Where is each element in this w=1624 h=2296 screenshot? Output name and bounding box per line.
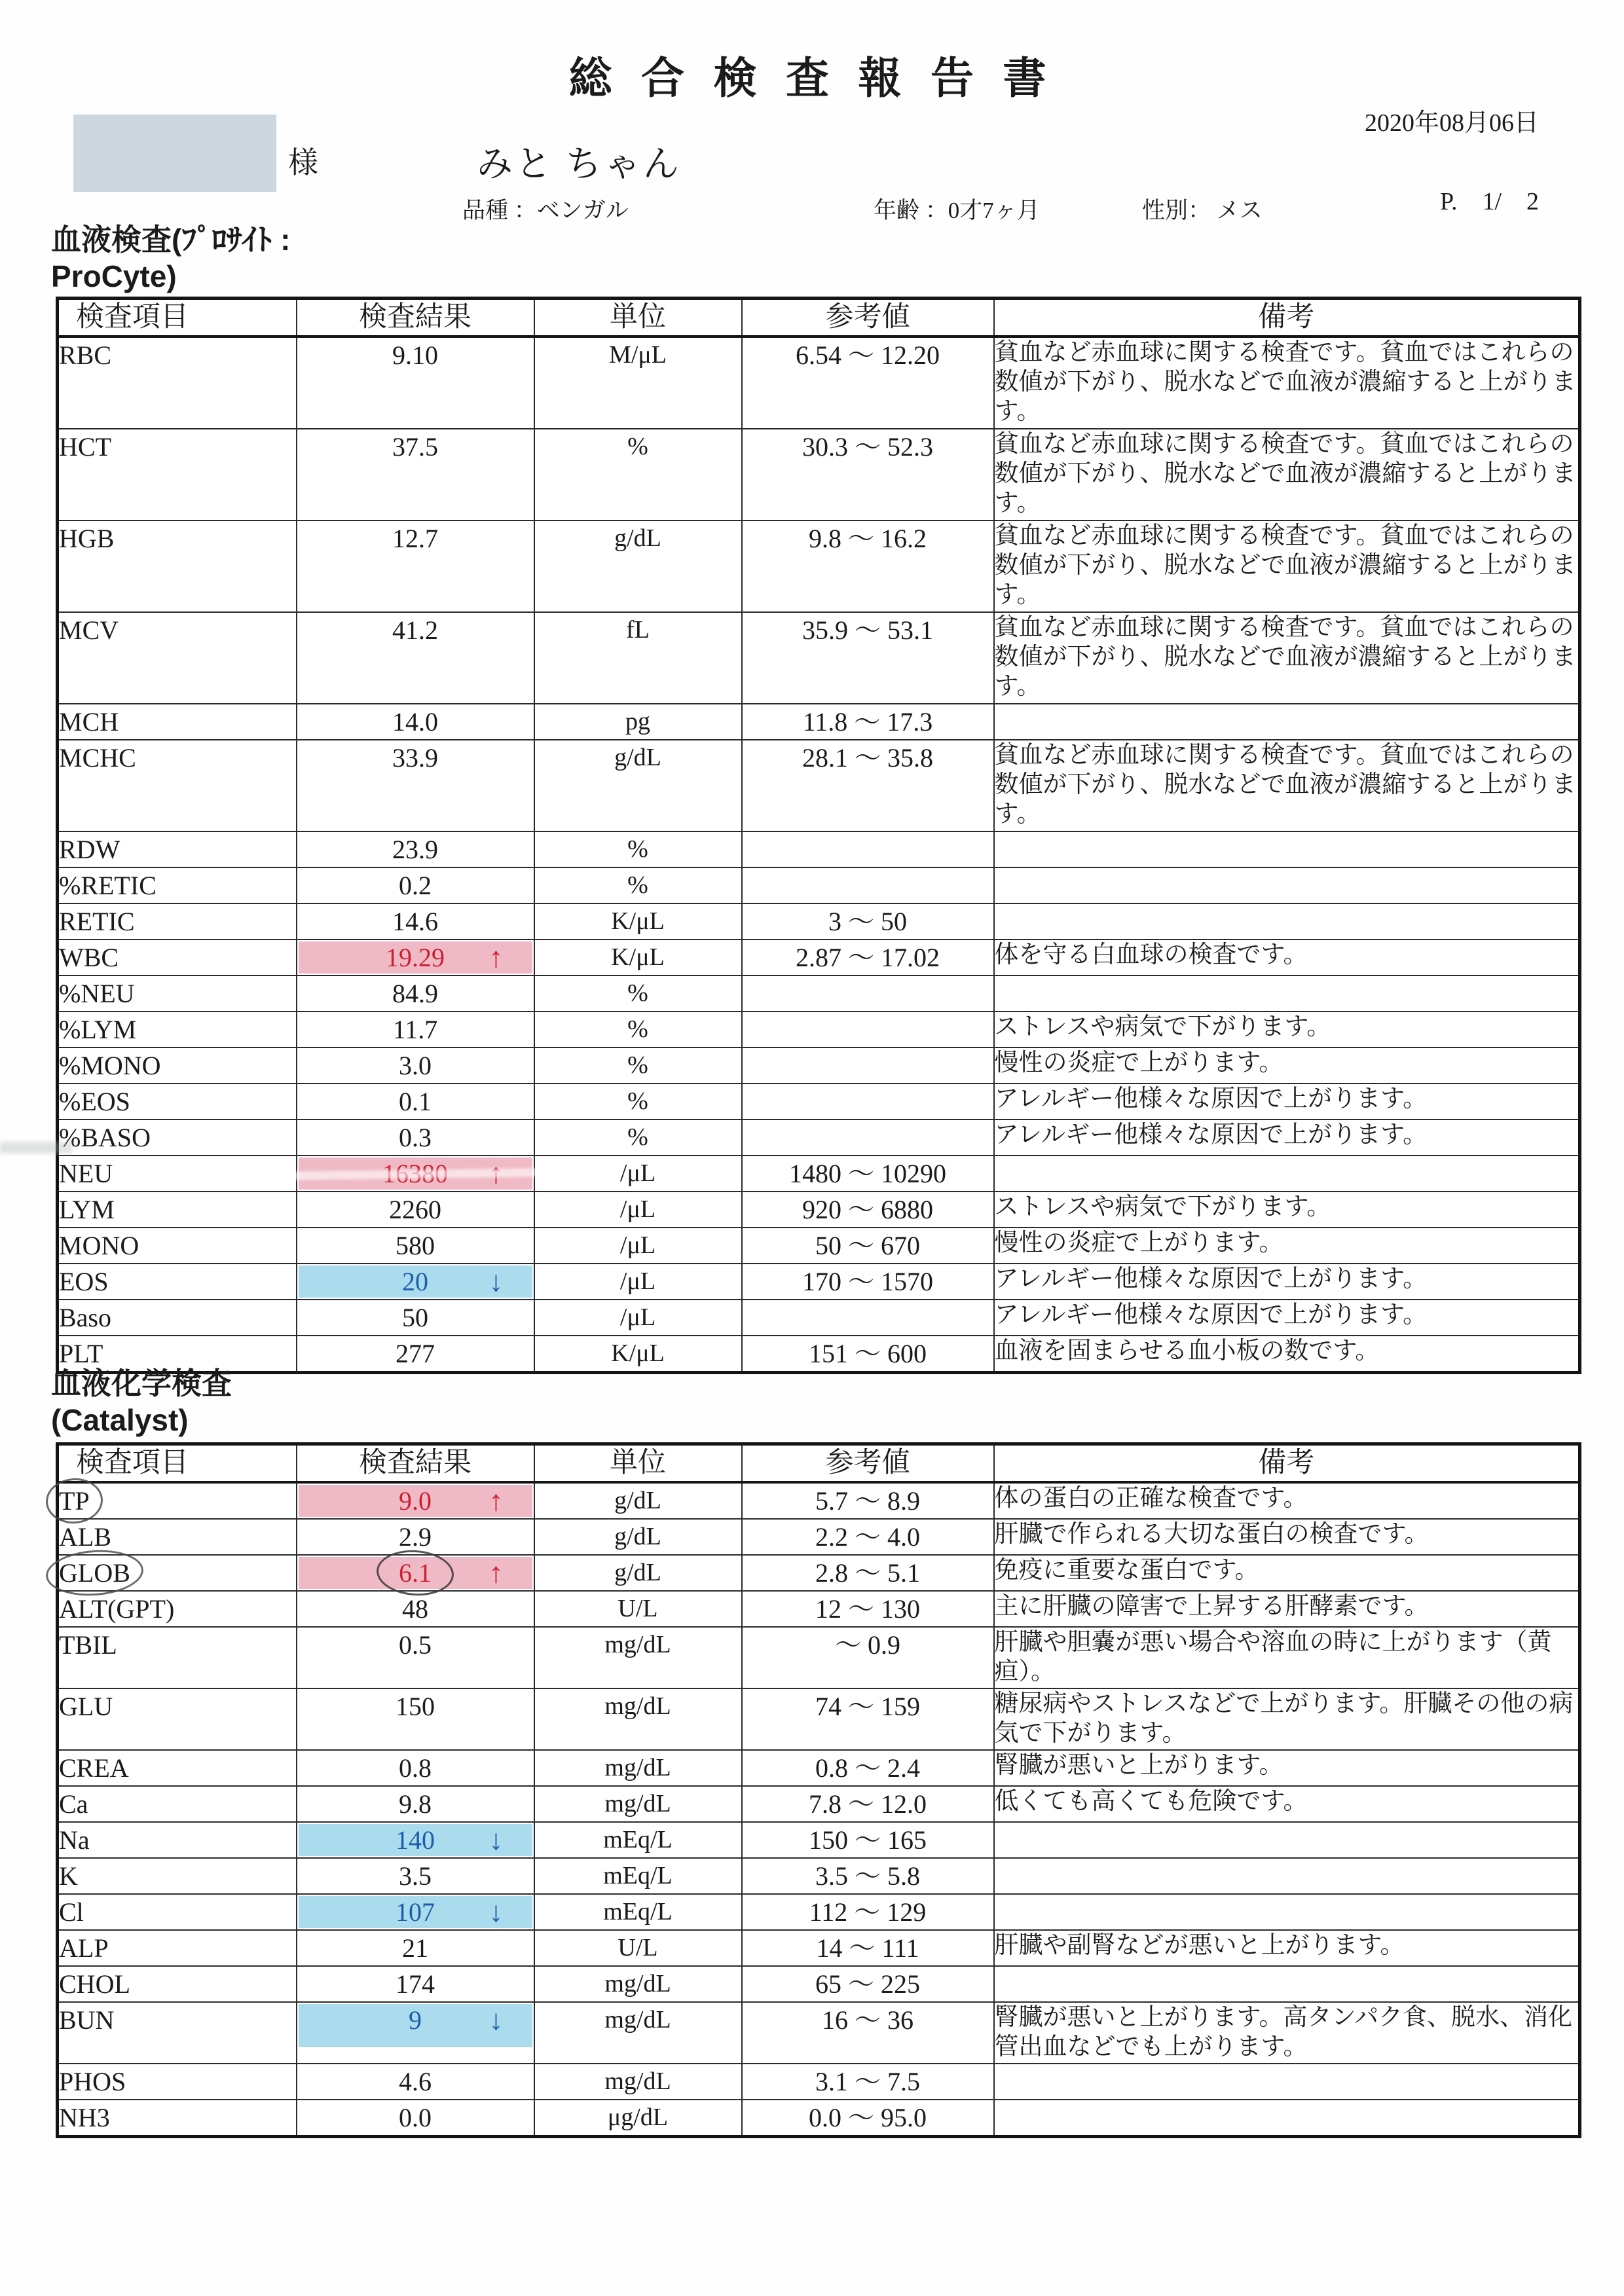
- result-value: 150: [396, 1692, 435, 1721]
- test-item-label: RBC: [58, 337, 297, 429]
- reference-range-cell: 30.3 ～ 52.3: [742, 429, 994, 520]
- result-value: 9.10: [392, 340, 438, 370]
- table-row: [58, 2100, 1580, 2137]
- test-item-label: Na: [58, 1822, 297, 1858]
- up-arrow-icon: ↑: [489, 1485, 504, 1517]
- remark-cell: 肝臓や胆嚢が悪い場合や溶血の時に上がります（黄疸）。: [994, 1627, 1580, 1688]
- unit-cell: %: [534, 1011, 742, 1048]
- reference-range-cell: 1480 ～ 10290: [742, 1156, 994, 1192]
- table-row: [58, 1482, 1580, 1519]
- column-header-unit: 単位: [534, 299, 742, 337]
- table-row: [58, 2002, 1580, 2064]
- result-value-cell: [297, 1591, 534, 1627]
- test-item-label: [58, 1555, 297, 1591]
- column-header-ref: 参考値: [742, 1444, 994, 1483]
- unit-cell: %: [534, 429, 742, 520]
- scan-artifact: [0, 1142, 72, 1154]
- result-value-cell: [297, 1627, 534, 1688]
- test-item-label: MCH: [58, 704, 297, 740]
- column-header-note: 備考: [994, 1444, 1580, 1483]
- reference-range-cell: 3.5 ～ 5.8: [742, 1858, 994, 1894]
- reference-range-cell: 150 ～ 165: [742, 1822, 994, 1858]
- table-row: [58, 1228, 1580, 1264]
- unit-cell: g/dL: [534, 1482, 742, 1519]
- result-value-cell: [297, 1688, 534, 1750]
- header-row: [58, 299, 1580, 337]
- table-row: [58, 1519, 1580, 1555]
- remark-cell: [994, 1894, 1580, 1930]
- remark-cell: 腎臓が悪いと上がります。: [994, 1750, 1580, 1786]
- table-row: [58, 1120, 1580, 1156]
- table-row: [58, 1555, 1580, 1591]
- unit-cell: U/L: [534, 1591, 742, 1627]
- remark-cell: [994, 975, 1580, 1011]
- result-value-cell: [297, 939, 534, 975]
- table-row: [58, 1156, 1580, 1192]
- test-item-label: RETIC: [58, 903, 297, 939]
- up-arrow-icon: ↑: [489, 941, 504, 974]
- result-value-cell: [297, 1858, 534, 1894]
- table-row: [58, 1750, 1580, 1786]
- table-row: [58, 2064, 1580, 2100]
- test-item-label: HCT: [58, 429, 297, 520]
- result-value: 0.0: [399, 2103, 432, 2132]
- test-item-label: ALP: [58, 1930, 297, 1966]
- table-row: [58, 1930, 1580, 1966]
- report-date: 2020年08月06日: [1364, 109, 1539, 137]
- remark-cell: [994, 2100, 1580, 2137]
- test-item-label: MONO: [58, 1228, 297, 1264]
- remark-cell: 貧血など赤血球に関する検査です。貧血ではこれらの数値が下がり、脱水などで血液が濃縮すると上がります。: [994, 520, 1580, 612]
- test-item-label: EOS: [58, 1264, 297, 1300]
- result-value: 9.8: [399, 1789, 432, 1819]
- result-value-cell: [297, 1192, 534, 1228]
- remark-cell: 慢性の炎症で上がります。: [994, 1048, 1580, 1084]
- result-value: 174: [396, 1969, 435, 1999]
- column-header-result: 検査結果: [297, 299, 534, 337]
- table-row: [58, 1894, 1580, 1930]
- sex-field: 性別： メス: [1142, 198, 1263, 223]
- test-item-label: PHOS: [58, 2064, 297, 2100]
- blood-test-table: [56, 297, 1581, 1374]
- test-item-label: %NEU: [58, 975, 297, 1011]
- remark-cell: ストレスや病気で下がります。: [994, 1011, 1580, 1048]
- remark-cell: [994, 867, 1580, 903]
- up-arrow-icon: ↑: [489, 1557, 504, 1589]
- down-arrow-icon: ↓: [489, 1896, 504, 1928]
- unit-cell: K/μL: [534, 1336, 742, 1373]
- reference-range-cell: [742, 1084, 994, 1120]
- result-value: 3.0: [399, 1051, 432, 1080]
- result-value: 277: [396, 1339, 435, 1368]
- result-value: 2.9: [399, 1522, 432, 1552]
- table-row: [58, 1192, 1580, 1228]
- remark-cell: [994, 831, 1580, 867]
- result-value: 9: [409, 2005, 422, 2035]
- result-value: 11.7: [392, 1015, 438, 1044]
- unit-cell: %: [534, 1084, 742, 1120]
- reference-range-cell: 16 ～ 36: [742, 2002, 994, 2064]
- test-item-label: LYM: [58, 1192, 297, 1228]
- unit-cell: /μL: [534, 1228, 742, 1264]
- reference-range-cell: 151 ～ 600: [742, 1336, 994, 1373]
- remark-cell: [994, 903, 1580, 939]
- reference-range-cell: ～ 0.9: [742, 1627, 994, 1688]
- reference-range-cell: 0.8 ～ 2.4: [742, 1750, 994, 1786]
- unit-cell: /μL: [534, 1156, 742, 1192]
- test-item-label: HGB: [58, 520, 297, 612]
- unit-cell: U/L: [534, 1930, 742, 1966]
- reference-range-cell: 2.2 ～ 4.0: [742, 1519, 994, 1555]
- reference-range-cell: 2.8 ～ 5.1: [742, 1555, 994, 1591]
- result-value-cell: [297, 1048, 534, 1084]
- remark-cell: 貧血など赤血球に関する検査です。貧血ではこれらの数値が下がり、脱水などで血液が濃縮すると上がります。: [994, 612, 1580, 704]
- remark-cell: アレルギー他様々な原因で上がります。: [994, 1120, 1580, 1156]
- unit-cell: g/dL: [534, 520, 742, 612]
- remark-cell: 貧血など赤血球に関する検査です。貧血ではこれらの数値が下がり、脱水などで血液が濃縮すると上がります。: [994, 337, 1580, 429]
- result-value-cell: [297, 2064, 534, 2100]
- result-value-cell: [297, 975, 534, 1011]
- remark-cell: 慢性の炎症で上がります。: [994, 1228, 1580, 1264]
- result-value: 9.0: [399, 1486, 432, 1516]
- reference-range-cell: 2.87 ～ 17.02: [742, 939, 994, 975]
- result-value: 0.8: [399, 1753, 432, 1783]
- unit-cell: /μL: [534, 1192, 742, 1228]
- unit-cell: M/μL: [534, 337, 742, 429]
- section-title-procyte: 血液検査(ﾌﾟﾛｻｲﾄ : ProCyte): [51, 223, 291, 293]
- result-value-cell: [297, 1084, 534, 1120]
- result-value-cell: [297, 1555, 534, 1591]
- result-value-cell: [297, 1894, 534, 1930]
- table-row: [58, 831, 1580, 867]
- reference-range-cell: 5.7 ～ 8.9: [742, 1482, 994, 1519]
- reference-range-cell: 170 ～ 1570: [742, 1264, 994, 1300]
- result-value: 50: [402, 1303, 428, 1332]
- test-item-label: Cl: [58, 1894, 297, 1930]
- test-item-label: Ca: [58, 1786, 297, 1822]
- unit-cell: mEq/L: [534, 1822, 742, 1858]
- table-row: [58, 939, 1580, 975]
- result-value-cell: [297, 429, 534, 520]
- remark-cell: 免疫に重要な蛋白です。: [994, 1555, 1580, 1591]
- result-value: 140: [396, 1825, 435, 1855]
- column-header-item: 検査項目: [58, 299, 297, 337]
- unit-cell: %: [534, 975, 742, 1011]
- result-value-cell: [297, 2002, 534, 2064]
- result-value: 0.2: [399, 871, 432, 900]
- result-value: 0.1: [399, 1087, 432, 1116]
- patient-name: みと ちゃん: [477, 144, 682, 184]
- result-value: 12.7: [392, 524, 438, 553]
- result-value-cell: [297, 1336, 534, 1373]
- unit-cell: %: [534, 867, 742, 903]
- pen-circle-mark: TP: [59, 1484, 90, 1518]
- redaction-box: [73, 115, 276, 192]
- reference-range-cell: 6.54 ～ 12.20: [742, 337, 994, 429]
- pen-circle-mark: GLOB: [59, 1556, 130, 1590]
- test-item-label: ALB: [58, 1519, 297, 1555]
- reference-range-cell: 9.8 ～ 16.2: [742, 520, 994, 612]
- table-row: [58, 429, 1580, 520]
- table-row: [58, 704, 1580, 740]
- remark-cell: 腎臓が悪いと上がります。高タンパク食、脱水、消化管出血などでも上がります。: [994, 2002, 1580, 2064]
- result-value-cell: [297, 1011, 534, 1048]
- honorific-label: 様: [288, 146, 318, 179]
- table-row: [58, 1966, 1580, 2002]
- remark-cell: 貧血など赤血球に関する検査です。貧血ではこれらの数値が下がり、脱水などで血液が濃縮すると上がります。: [994, 429, 1580, 520]
- remark-cell: 糖尿病やストレスなどで上がります。肝臓その他の病気で下がります。: [994, 1688, 1580, 1750]
- result-value-cell: [297, 1156, 534, 1192]
- result-value-cell: [297, 1482, 534, 1519]
- result-value: 107: [396, 1897, 435, 1927]
- result-value-cell: [297, 337, 534, 429]
- test-item-label: %RETIC: [58, 867, 297, 903]
- result-value: 23.9: [392, 835, 438, 864]
- header-row: [58, 1444, 1580, 1483]
- result-value: 0.3: [399, 1123, 432, 1152]
- result-value: 21: [402, 1933, 428, 1963]
- blood-chemistry-table: [56, 1442, 1581, 2138]
- test-item-label: WBC: [58, 939, 297, 975]
- remark-cell: 肝臓や副腎などが悪いと上がります。: [994, 1930, 1580, 1966]
- remark-cell: 体の蛋白の正確な検査です。: [994, 1482, 1580, 1519]
- unit-cell: %: [534, 1120, 742, 1156]
- unit-cell: mg/dL: [534, 1688, 742, 1750]
- result-value-cell: [297, 2100, 534, 2137]
- section-title-catalyst: 血液化学検査 (Catalyst): [51, 1366, 232, 1437]
- reference-range-cell: 11.8 ～ 17.3: [742, 704, 994, 740]
- result-value-cell: [297, 1228, 534, 1264]
- down-arrow-icon: ↓: [489, 1824, 504, 1856]
- unit-cell: mg/dL: [534, 2002, 742, 2064]
- reference-range-cell: 28.1 ～ 35.8: [742, 740, 994, 831]
- result-value-cell: [297, 1264, 534, 1300]
- reference-range-cell: [742, 1011, 994, 1048]
- test-item-label: %BASO: [58, 1120, 297, 1156]
- remark-cell: [994, 1156, 1580, 1192]
- unit-cell: mEq/L: [534, 1858, 742, 1894]
- table-row: [58, 337, 1580, 429]
- result-value: 14.0: [392, 707, 438, 737]
- result-value-cell: [297, 704, 534, 740]
- age-field: 年齢 ：0才7ヶ月: [874, 198, 1040, 223]
- remark-cell: 主に肝臓の障害で上昇する肝酵素です。: [994, 1591, 1580, 1627]
- remark-cell: [994, 1822, 1580, 1858]
- remark-cell: [994, 1966, 1580, 2002]
- result-value: 48: [402, 1594, 428, 1624]
- unit-cell: %: [534, 831, 742, 867]
- remark-cell: [994, 2064, 1580, 2100]
- table-row: [58, 1336, 1580, 1373]
- table-row: [58, 975, 1580, 1011]
- table-row: [58, 1048, 1580, 1084]
- test-item-label: ALT(GPT): [58, 1591, 297, 1627]
- result-value: 6.1: [399, 1556, 432, 1590]
- column-header-unit: 単位: [534, 1444, 742, 1483]
- table-row: [58, 1688, 1580, 1750]
- result-value-cell: [297, 1750, 534, 1786]
- unit-cell: mg/dL: [534, 1966, 742, 2002]
- remark-cell: 血液を固まらせる血小板の数です。: [994, 1336, 1580, 1373]
- table-row: [58, 1591, 1580, 1627]
- result-value-cell: [297, 1822, 534, 1858]
- remark-cell: 低くても高くても危険です。: [994, 1786, 1580, 1822]
- reference-range-cell: 14 ～ 111: [742, 1930, 994, 1966]
- table-row: [58, 740, 1580, 831]
- reference-range-cell: [742, 1120, 994, 1156]
- reference-range-cell: [742, 1048, 994, 1084]
- table-row: [58, 520, 1580, 612]
- test-item-label: [58, 1482, 297, 1519]
- result-value: 4.6: [399, 2067, 432, 2096]
- reference-range-cell: 0.0 ～ 95.0: [742, 2100, 994, 2137]
- down-arrow-icon: ↓: [489, 2004, 504, 2036]
- table-row: [58, 1822, 1580, 1858]
- table-row: [58, 1627, 1580, 1688]
- test-item-label: Baso: [58, 1300, 297, 1336]
- reference-range-cell: 112 ～ 129: [742, 1894, 994, 1930]
- result-value: 580: [396, 1231, 435, 1260]
- reference-range-cell: 3 ～ 50: [742, 903, 994, 939]
- test-item-label: MCHC: [58, 740, 297, 831]
- report-date-block: [1365, 103, 1539, 221]
- test-item-label: %EOS: [58, 1084, 297, 1120]
- result-value-cell: [297, 903, 534, 939]
- result-value: 37.5: [392, 432, 438, 462]
- unit-cell: %: [534, 1048, 742, 1084]
- page-number: P. 1/ 2: [1440, 188, 1539, 215]
- table-row: [58, 1264, 1580, 1300]
- table-row: [58, 1011, 1580, 1048]
- table-row: [58, 903, 1580, 939]
- breed-field: 品種 ：ベンガル: [462, 198, 629, 223]
- result-value-cell: [297, 1300, 534, 1336]
- table-row: [58, 1300, 1580, 1336]
- remark-cell: アレルギー他様々な原因で上がります。: [994, 1300, 1580, 1336]
- reference-range-cell: [742, 867, 994, 903]
- remark-cell: ストレスや病気で下がります。: [994, 1192, 1580, 1228]
- reference-range-cell: 50 ～ 670: [742, 1228, 994, 1264]
- test-item-label: PLT: [58, 1336, 297, 1373]
- table-row: [58, 612, 1580, 704]
- unit-cell: g/dL: [534, 740, 742, 831]
- test-item-label: MCV: [58, 612, 297, 704]
- unit-cell: fL: [534, 612, 742, 704]
- unit-cell: g/dL: [534, 1519, 742, 1555]
- result-value-cell: [297, 612, 534, 704]
- reference-range-cell: [742, 831, 994, 867]
- page-title: 総 合 検 査 報 告 書: [568, 55, 1056, 103]
- reference-range-cell: 35.9 ～ 53.1: [742, 612, 994, 704]
- reference-range-cell: 12 ～ 130: [742, 1591, 994, 1627]
- result-value: 14.6: [392, 907, 438, 936]
- result-value: 33.9: [392, 743, 438, 773]
- unit-cell: μg/dL: [534, 2100, 742, 2137]
- table-row: [58, 1084, 1580, 1120]
- unit-cell: mEq/L: [534, 1894, 742, 1930]
- test-item-label: RDW: [58, 831, 297, 867]
- result-value: 0.5: [399, 1630, 432, 1660]
- test-item-label: NEU: [58, 1156, 297, 1192]
- result-value-cell: [297, 1120, 534, 1156]
- remark-cell: アレルギー他様々な原因で上がります。: [994, 1264, 1580, 1300]
- remark-cell: 貧血など赤血球に関する検査です。貧血ではこれらの数値が下がり、脱水などで血液が濃縮すると上がります。: [994, 740, 1580, 831]
- result-value: 3.5: [399, 1861, 432, 1891]
- result-value: 2260: [389, 1195, 441, 1224]
- unit-cell: mg/dL: [534, 1750, 742, 1786]
- reference-range-cell: 65 ～ 225: [742, 1966, 994, 2002]
- reference-range-cell: [742, 1300, 994, 1336]
- test-item-label: CHOL: [58, 1966, 297, 2002]
- remark-cell: 体を守る白血球の検査です。: [994, 939, 1580, 975]
- unit-cell: K/μL: [534, 939, 742, 975]
- unit-cell: K/μL: [534, 903, 742, 939]
- result-value: 19.29: [386, 943, 445, 972]
- reference-range-cell: 920 ～ 6880: [742, 1192, 994, 1228]
- unit-cell: mg/dL: [534, 1627, 742, 1688]
- result-value: 20: [402, 1267, 428, 1296]
- column-header-item: 検査項目: [58, 1444, 297, 1483]
- unit-cell: /μL: [534, 1264, 742, 1300]
- unit-cell: mg/dL: [534, 1786, 742, 1822]
- down-arrow-icon: ↓: [489, 1266, 504, 1298]
- table-row: [58, 1786, 1580, 1822]
- test-item-label: NH3: [58, 2100, 297, 2137]
- reference-range-cell: 74 ～ 159: [742, 1688, 994, 1750]
- reference-range-cell: [742, 975, 994, 1011]
- column-header-note: 備考: [994, 299, 1580, 337]
- unit-cell: pg: [534, 704, 742, 740]
- reference-range-cell: 7.8 ～ 12.0: [742, 1786, 994, 1822]
- test-item-label: %LYM: [58, 1011, 297, 1048]
- result-value-cell: [297, 1786, 534, 1822]
- unit-cell: mg/dL: [534, 2064, 742, 2100]
- result-value: 41.2: [392, 615, 438, 645]
- reference-range-cell: 3.1 ～ 7.5: [742, 2064, 994, 2100]
- remark-cell: アレルギー他様々な原因で上がります。: [994, 1084, 1580, 1120]
- result-value-cell: [297, 1930, 534, 1966]
- unit-cell: g/dL: [534, 1555, 742, 1591]
- result-value: 84.9: [392, 979, 438, 1008]
- result-value-cell: [297, 740, 534, 831]
- column-header-ref: 参考値: [742, 299, 994, 337]
- remark-cell: [994, 704, 1580, 740]
- column-header-result: 検査結果: [297, 1444, 534, 1483]
- test-item-label: TBIL: [58, 1627, 297, 1688]
- test-item-label: GLU: [58, 1688, 297, 1750]
- test-item-label: CREA: [58, 1750, 297, 1786]
- test-item-label: %MONO: [58, 1048, 297, 1084]
- unit-cell: /μL: [534, 1300, 742, 1336]
- test-item-label: BUN: [58, 2002, 297, 2064]
- result-value-cell: [297, 1966, 534, 2002]
- table-row: [58, 867, 1580, 903]
- table-row: [58, 1858, 1580, 1894]
- remark-cell: [994, 1858, 1580, 1894]
- result-value-cell: [297, 520, 534, 612]
- remark-cell: 肝臓で作られる大切な蛋白の検査です。: [994, 1519, 1580, 1555]
- result-value-cell: [297, 867, 534, 903]
- result-value-cell: [297, 831, 534, 867]
- result-value-cell: [297, 1519, 534, 1555]
- test-item-label: K: [58, 1858, 297, 1894]
